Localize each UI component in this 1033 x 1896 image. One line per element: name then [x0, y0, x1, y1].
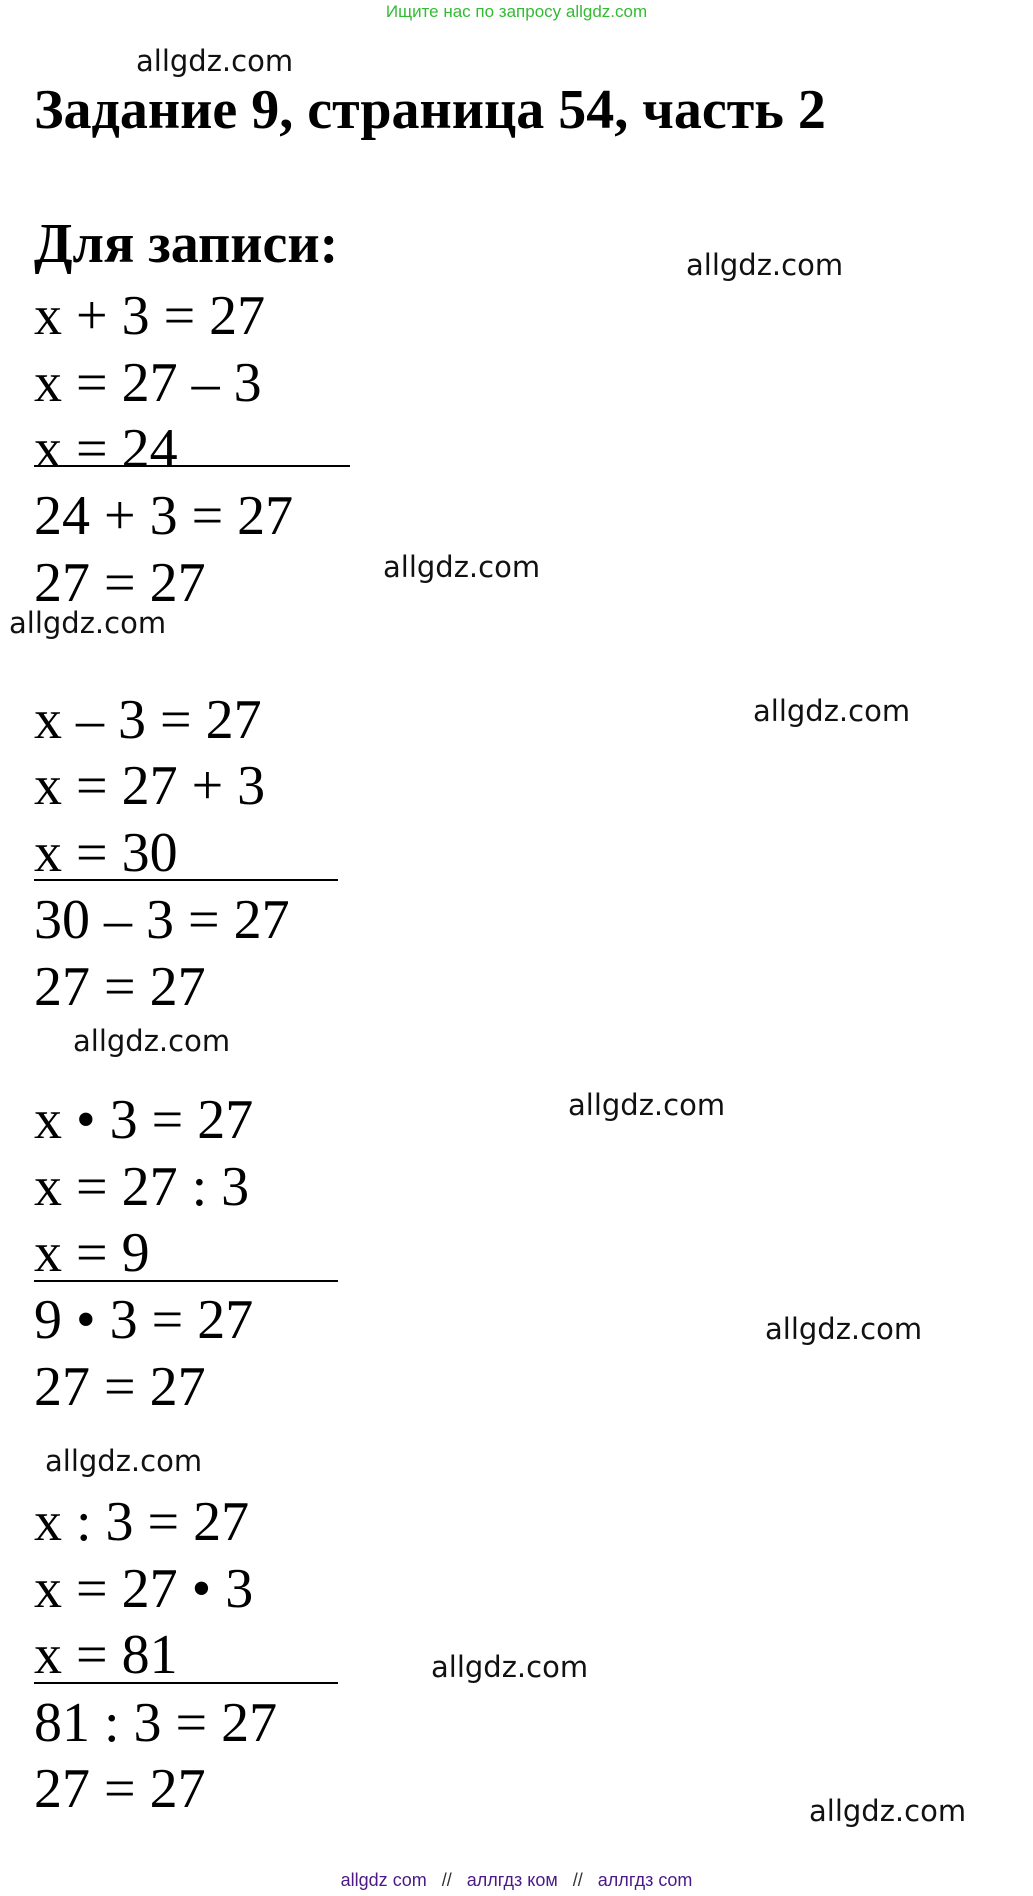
watermark: allgdz.com: [809, 1794, 967, 1828]
watermark: allgdz.com: [686, 248, 844, 282]
equation-line: x = 27 • 3: [34, 1558, 254, 1620]
equation-line: x = 24: [34, 418, 178, 480]
equation-line: x = 27 – 3: [34, 352, 262, 414]
equation-line: x = 9: [34, 1222, 150, 1284]
equation-line: x = 27 + 3: [34, 755, 266, 817]
watermark: allgdz.com: [136, 44, 294, 78]
equation-line: 27 = 27: [34, 956, 206, 1018]
check-divider: [34, 1280, 338, 1282]
equation-line: 81 : 3 = 27: [34, 1692, 278, 1754]
equation-line: x + 3 = 27: [34, 285, 266, 347]
footer-links: [0, 1870, 1033, 1891]
check-divider: [34, 1682, 338, 1684]
equation-line: 30 – 3 = 27: [34, 889, 290, 951]
page-title: Задание 9, страница 54, часть 2: [34, 79, 826, 141]
watermark: allgdz.com: [568, 1088, 726, 1122]
equation-line: x • 3 = 27: [34, 1089, 254, 1151]
watermark: allgdz.com: [73, 1024, 231, 1058]
footer-link[interactable]: allgdz com: [340, 1870, 427, 1890]
equation-line: 24 + 3 = 27: [34, 485, 294, 547]
equation-line: x = 27 : 3: [34, 1156, 250, 1218]
equation-line: 9 • 3 = 27: [34, 1289, 254, 1351]
check-divider: [34, 465, 350, 467]
check-divider: [34, 879, 338, 881]
watermark: allgdz.com: [45, 1444, 203, 1478]
footer-separator: //: [572, 1870, 583, 1890]
watermark: allgdz.com: [383, 550, 541, 584]
footer-link[interactable]: аллгдз ком: [466, 1870, 558, 1890]
top-banner[interactable]: Ищите нас по запросу allgdz.com: [385, 2, 648, 21]
watermark: allgdz.com: [765, 1312, 923, 1346]
watermark: allgdz.com: [431, 1650, 589, 1684]
watermark: allgdz.com: [753, 694, 911, 728]
equation-line: 27 = 27: [34, 1356, 206, 1418]
equation-line: 27 = 27: [34, 552, 206, 614]
section-heading: Для записи:: [34, 213, 339, 275]
footer-separator: //: [441, 1870, 452, 1890]
watermark: allgdz.com: [9, 606, 167, 640]
equation-line: x = 81: [34, 1624, 178, 1686]
equation-line: x – 3 = 27: [34, 689, 262, 751]
equation-line: 27 = 27: [34, 1758, 206, 1820]
equation-line: x : 3 = 27: [34, 1491, 250, 1553]
footer-link[interactable]: аллгдз com: [597, 1870, 693, 1890]
equation-line: x = 30: [34, 822, 178, 884]
